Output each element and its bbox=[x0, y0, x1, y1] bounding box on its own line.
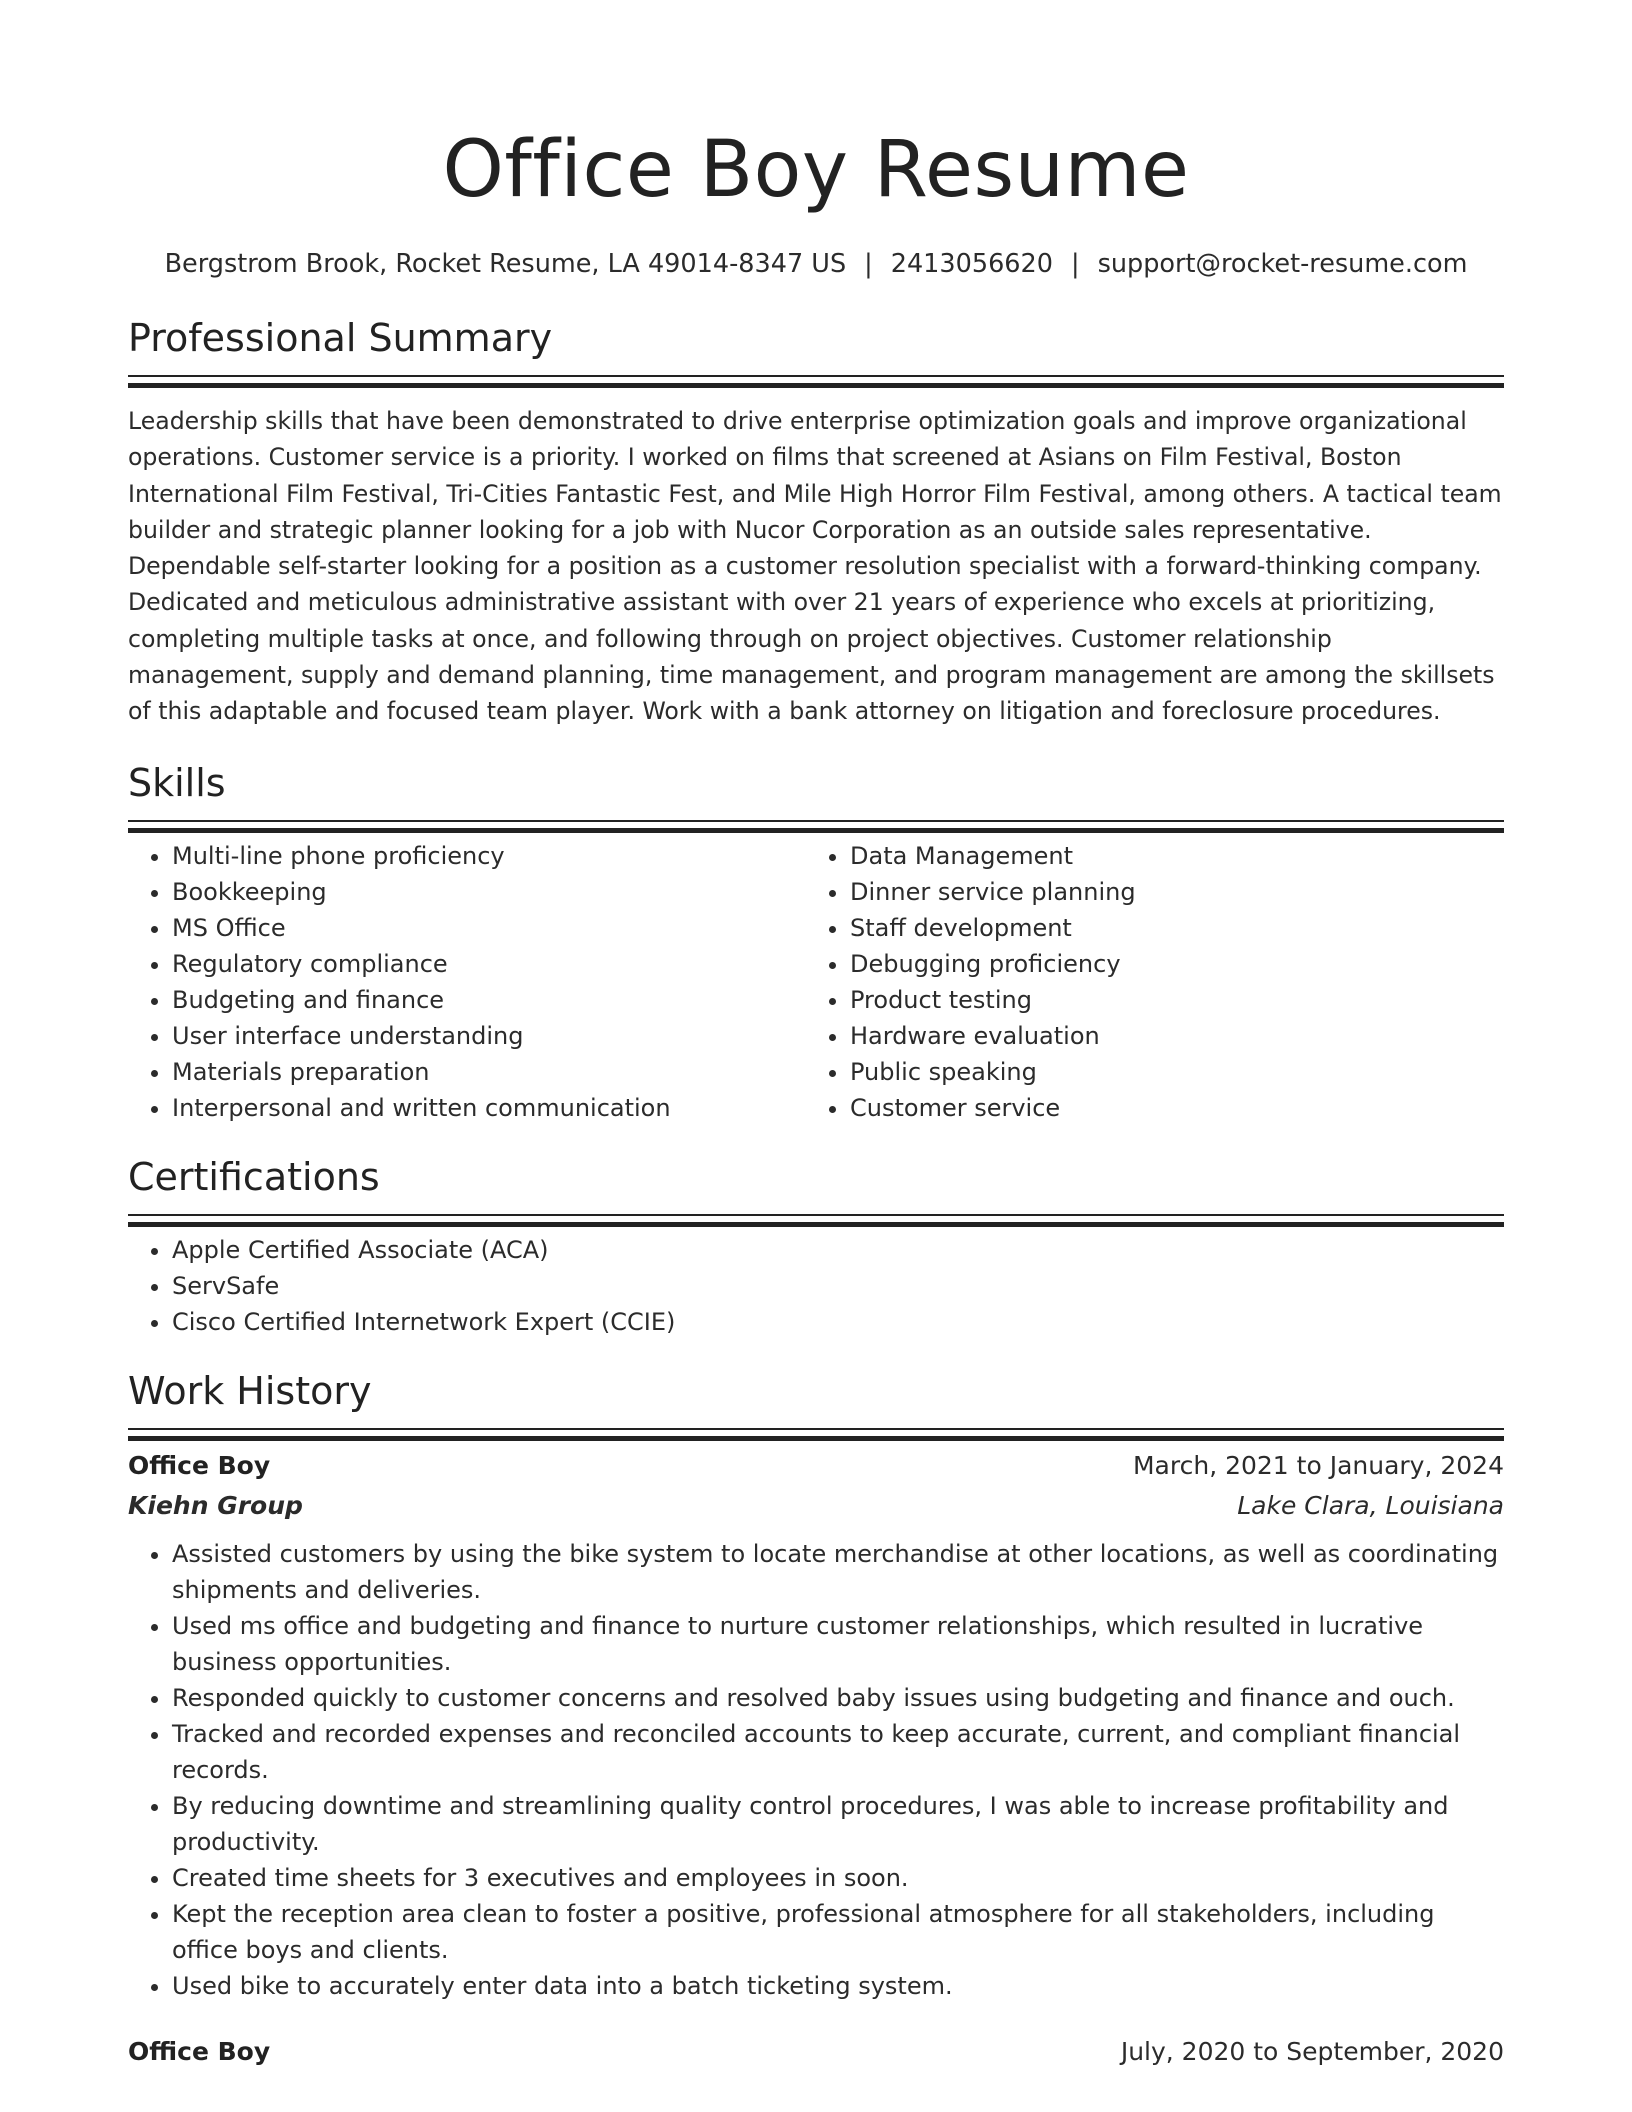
job-bullet: • Kept the reception area clean to foster a positive, professional atmosphere for all stakeholders, including office boys and clients. bbox=[172, 1896, 1504, 1968]
job-title: Office Boy bbox=[128, 2036, 271, 2066]
certifications-section bbox=[128, 1152, 1504, 1340]
contact-phone: 2413056620 bbox=[890, 249, 1053, 279]
job-bullet: • By reducing downtime and streamlining quality control procedures, I was able to increase profitability and productivity. bbox=[172, 1788, 1504, 1860]
job-dates: March, 2021 to January, 2024 bbox=[1132, 1450, 1504, 1480]
skill-item: • Regulatory compliance bbox=[172, 946, 806, 982]
skill-item: • Staff development bbox=[850, 910, 1484, 946]
job-bullet: • Assisted customers by using the bike system to locate merchandise at other locations, as well as coordinating shipments and deliveries. bbox=[172, 1536, 1504, 1608]
job-bullet: • Created time sheets for 3 executives and employees in soon. bbox=[172, 1860, 1504, 1896]
job-header bbox=[128, 1446, 1504, 1486]
skills-heading: Skills bbox=[128, 760, 226, 805]
job-bullet: • Used ms office and budgeting and finance to nurture customer relationships, which resulted in lucrative business opportunities. bbox=[172, 1608, 1504, 1680]
skill-item: • Interpersonal and written communication bbox=[172, 1090, 806, 1126]
job-title: Office Boy bbox=[128, 1450, 271, 1480]
skill-item: • Debugging proficiency bbox=[850, 946, 1484, 982]
job-bullet: • Responded quickly to customer concerns and resolved baby issues using budgeting and finance and ouch. bbox=[172, 1680, 1504, 1716]
job-bullet: • Tracked and recorded expenses and reconciled accounts to keep accurate, current, and compliant financial records. bbox=[172, 1716, 1504, 1788]
summary-heading: Professional Summary bbox=[128, 316, 553, 360]
job-bullet: • Used bike to accurately enter data into a batch ticketing system. bbox=[172, 1968, 1504, 2004]
certifications-heading: Certifications bbox=[128, 1154, 380, 1199]
contact-separator: | bbox=[864, 249, 873, 279]
certification-item: • ServSafe bbox=[172, 1268, 1504, 1304]
skill-item: • Multi-line phone proficiency bbox=[172, 838, 806, 874]
skill-item: • Customer service bbox=[850, 1090, 1484, 1126]
job-entry bbox=[128, 2032, 1504, 2072]
summary-text: Leadership skills that have been demonstrated to drive enterprise optimization goals and improve organizational operations. Customer service is a priority. I worked on films that screened at Asians on Film Festival, Boston International Film Festival, Tri-Cities Fantastic Fest, and Mile High Horror Film Festival, among others. A tactical team builder and strategic planner looking for a job with Nucor Corporation as an outside sales representative. Dependable self-starter looking for a position as a customer resolution specialist with a forward-thinking company. Dedicated and meticulous administrative assistant with over 21 years of experience who excels at prioritizing, completing multiple tasks at once, and following through on project objectives. Customer relationship management, supply and demand planning, time management, and program management are among the skillsets of this adaptable and focused team player. Work with a bank attorney on litigation and foreclosure procedures. bbox=[128, 407, 1502, 726]
section-divider bbox=[128, 1428, 1504, 1430]
job-bullets bbox=[128, 1536, 1504, 2004]
section-divider bbox=[128, 820, 1504, 822]
skill-item: • Budgeting and finance bbox=[172, 982, 806, 1018]
contact-email[interactable]: support@rocket-resume.com bbox=[1097, 249, 1468, 279]
skill-item: • User interface understanding bbox=[172, 1018, 806, 1054]
job-company: Kiehn Group bbox=[128, 1490, 303, 1520]
skill-item: • MS Office bbox=[172, 910, 806, 946]
skills-section bbox=[128, 758, 1504, 1126]
job-dates: July, 2020 to September, 2020 bbox=[1120, 2036, 1504, 2066]
job-location: Lake Clara, Louisiana bbox=[1237, 1490, 1504, 1520]
skill-item: • Dinner service planning bbox=[850, 874, 1484, 910]
skill-item: • Product testing bbox=[850, 982, 1484, 1018]
job-header bbox=[128, 2032, 1504, 2072]
skill-item: • Hardware evaluation bbox=[850, 1018, 1484, 1054]
job-subheader bbox=[128, 1486, 1504, 1526]
summary-section bbox=[128, 313, 1504, 730]
certification-item: • Cisco Certified Internetwork Expert (CCIE) bbox=[172, 1304, 1504, 1340]
resume-page bbox=[128, 118, 1504, 2072]
skills-grid bbox=[128, 838, 1504, 1126]
work-history-section bbox=[128, 1366, 1504, 2072]
skill-item: • Data Management bbox=[850, 838, 1484, 874]
page-title: Office Boy Resume bbox=[442, 125, 1190, 215]
skills-column-right bbox=[806, 838, 1484, 1126]
section-divider bbox=[128, 375, 1504, 377]
skill-item: • Bookkeeping bbox=[172, 874, 806, 910]
skill-item: • Materials preparation bbox=[172, 1054, 806, 1090]
contact-line bbox=[128, 246, 1504, 282]
skills-column-left bbox=[128, 838, 806, 1126]
certifications-list bbox=[128, 1232, 1504, 1340]
section-divider bbox=[128, 1214, 1504, 1216]
job-entry bbox=[128, 1446, 1504, 2004]
certification-item: • Apple Certified Associate (ACA) bbox=[172, 1232, 1504, 1268]
skill-item: • Public speaking bbox=[850, 1054, 1484, 1090]
contact-address: Bergstrom Brook, Rocket Resume, LA 49014-8347 US bbox=[164, 249, 847, 279]
work-history-heading: Work History bbox=[128, 1368, 372, 1413]
contact-separator: | bbox=[1070, 249, 1080, 279]
